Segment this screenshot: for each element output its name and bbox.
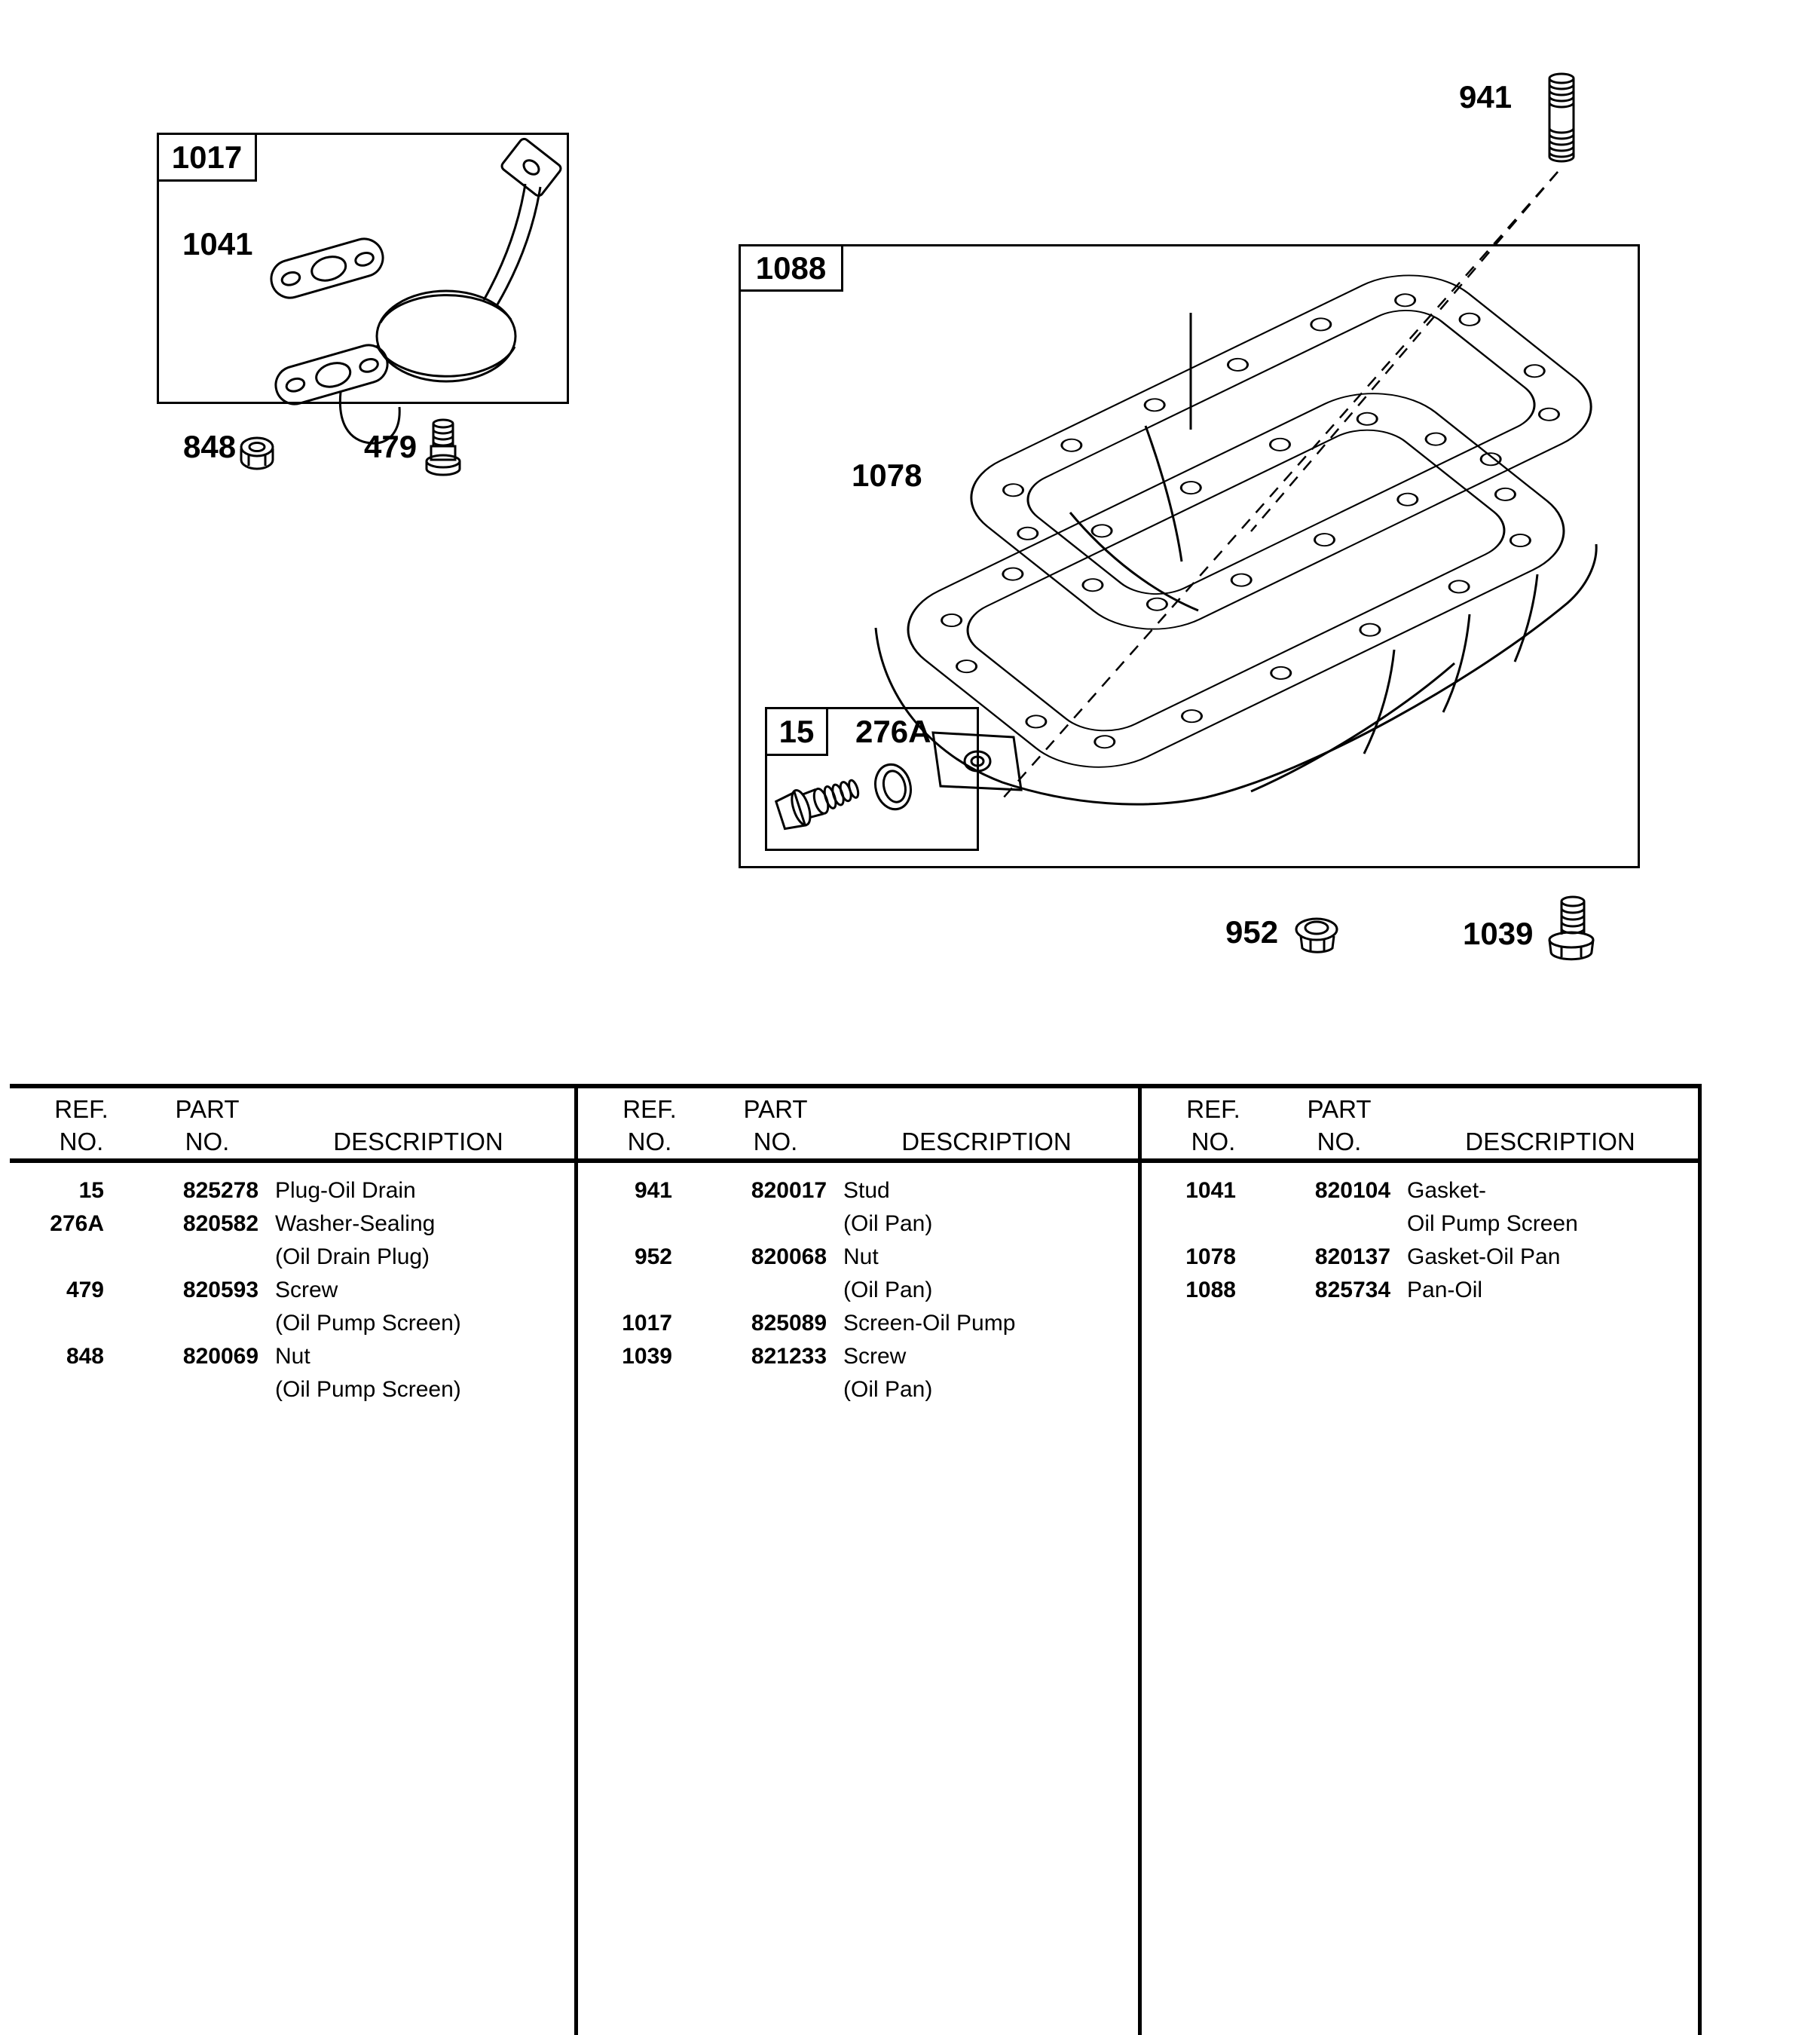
ref-no-cell: 276A [50,1211,104,1236]
callout-952: 952 [1225,914,1279,950]
description-cell: (Oil Drain Plug) [275,1244,430,1269]
ref-header-line1: REF. [1186,1095,1240,1123]
table-row [10,1209,574,1242]
ref-no-cell: 848 [66,1344,104,1369]
drain-box-label: 15 [765,707,828,756]
description-cell: Oil Pump Screen [1407,1211,1578,1236]
ref-no-cell: 479 [66,1278,104,1302]
description-cell: (Oil Pump Screen) [275,1377,461,1402]
ref-no-cell: 952 [634,1244,672,1269]
description-cell: (Oil Pan) [843,1211,933,1236]
part-header-line1: PART [175,1095,240,1123]
table-row [1142,1209,1699,1242]
table-row [10,1242,574,1275]
part-no-header [723,1093,828,1158]
callout-848: 848 [183,429,237,464]
part-header-line1: PART [743,1095,808,1123]
part-header-line2: NO. [753,1128,798,1155]
part-no-cell: 820069 [182,1344,258,1369]
ref-no-header [1161,1093,1266,1158]
part-no-cell: 825734 [1314,1278,1390,1302]
part-header-line2: NO. [1317,1128,1362,1155]
description-cell: (Oil Pan) [843,1377,933,1402]
description-cell: Washer-Sealing [275,1211,436,1236]
part-no-cell: 825089 [751,1311,827,1336]
table-group-2 [578,1088,1138,2035]
part-no-cell: 820104 [1314,1178,1390,1203]
nut-952-icon [1296,919,1337,952]
part-no-header [1286,1093,1392,1158]
callout-276A: 276A [855,714,931,749]
part-no-cell: 820068 [751,1244,827,1269]
screw-479-icon [427,420,460,475]
description-cell: Screw [843,1344,907,1369]
description-cell: Nut [275,1344,310,1369]
ref-no-cell: 1039 [622,1344,672,1369]
description-cell: Gasket-Oil Pan [1407,1244,1561,1269]
table-row [578,1176,1138,1209]
callout-1039: 1039 [1463,916,1534,951]
part-no-cell: 820593 [182,1278,258,1302]
table-row [578,1308,1138,1342]
description-cell: (Oil Pump Screen) [275,1311,461,1336]
ref-header-line1: REF. [54,1095,109,1123]
table-row [10,1342,574,1375]
part-no-cell: 825278 [182,1178,258,1203]
part-no-cell: 820137 [1314,1244,1390,1269]
part-header-line1: PART [1307,1095,1372,1123]
table-group-3 [1142,1088,1699,2035]
part-no-cell: 821233 [751,1344,827,1369]
description-cell: Pan-Oil [1407,1278,1483,1302]
description-header: DESCRIPTION [901,1128,1072,1155]
ref-header-line2: NO. [59,1128,104,1155]
stud-941-icon [1549,74,1574,161]
screen-box-label: 1017 [157,133,257,182]
screw-1039-icon [1549,897,1593,959]
ref-no-cell: 15 [78,1178,104,1203]
table-row [1142,1176,1699,1209]
table-row [10,1375,574,1408]
table-row [578,1209,1138,1242]
ref-no-cell: 1017 [622,1311,672,1336]
ref-no-header [29,1093,134,1158]
table-row [578,1342,1138,1375]
ref-no-cell: 941 [634,1178,672,1203]
description-header: DESCRIPTION [333,1128,503,1155]
nut-848-icon [241,438,273,469]
part-header-line2: NO. [185,1128,230,1155]
ref-no-header [597,1093,702,1158]
table-row [578,1375,1138,1408]
table-row [1142,1275,1699,1308]
ref-no-cell: 1088 [1185,1278,1236,1302]
description-cell: Stud [843,1178,890,1203]
description-cell: Screen-Oil Pump [843,1311,1016,1336]
callout-1078: 1078 [852,457,922,493]
table-row [578,1275,1138,1308]
ref-header-line2: NO. [627,1128,672,1155]
ref-header-line2: NO. [1191,1128,1236,1155]
description-header: DESCRIPTION [1465,1128,1635,1155]
table-row [578,1242,1138,1275]
part-no-header [154,1093,260,1158]
description-cell: Gasket- [1407,1178,1487,1203]
description-cell: Nut [843,1244,879,1269]
description-cell: Plug-Oil Drain [275,1178,416,1203]
callout-479: 479 [364,429,418,464]
ref-no-cell: 1041 [1185,1178,1236,1203]
pan-box-label: 1088 [739,244,843,292]
table-group-1 [10,1088,574,2035]
part-no-cell: 820582 [182,1211,258,1236]
table-row [10,1308,574,1342]
part-no-cell: 820017 [751,1178,827,1203]
description-cell: Screw [275,1278,338,1302]
table-row [10,1176,574,1209]
ref-header-line1: REF. [622,1095,677,1123]
table-row [1142,1242,1699,1275]
ref-no-cell: 1078 [1185,1244,1236,1269]
callout-1041: 1041 [182,226,253,262]
description-cell: (Oil Pan) [843,1278,933,1302]
callout-941: 941 [1459,79,1513,115]
table-row [10,1275,574,1308]
